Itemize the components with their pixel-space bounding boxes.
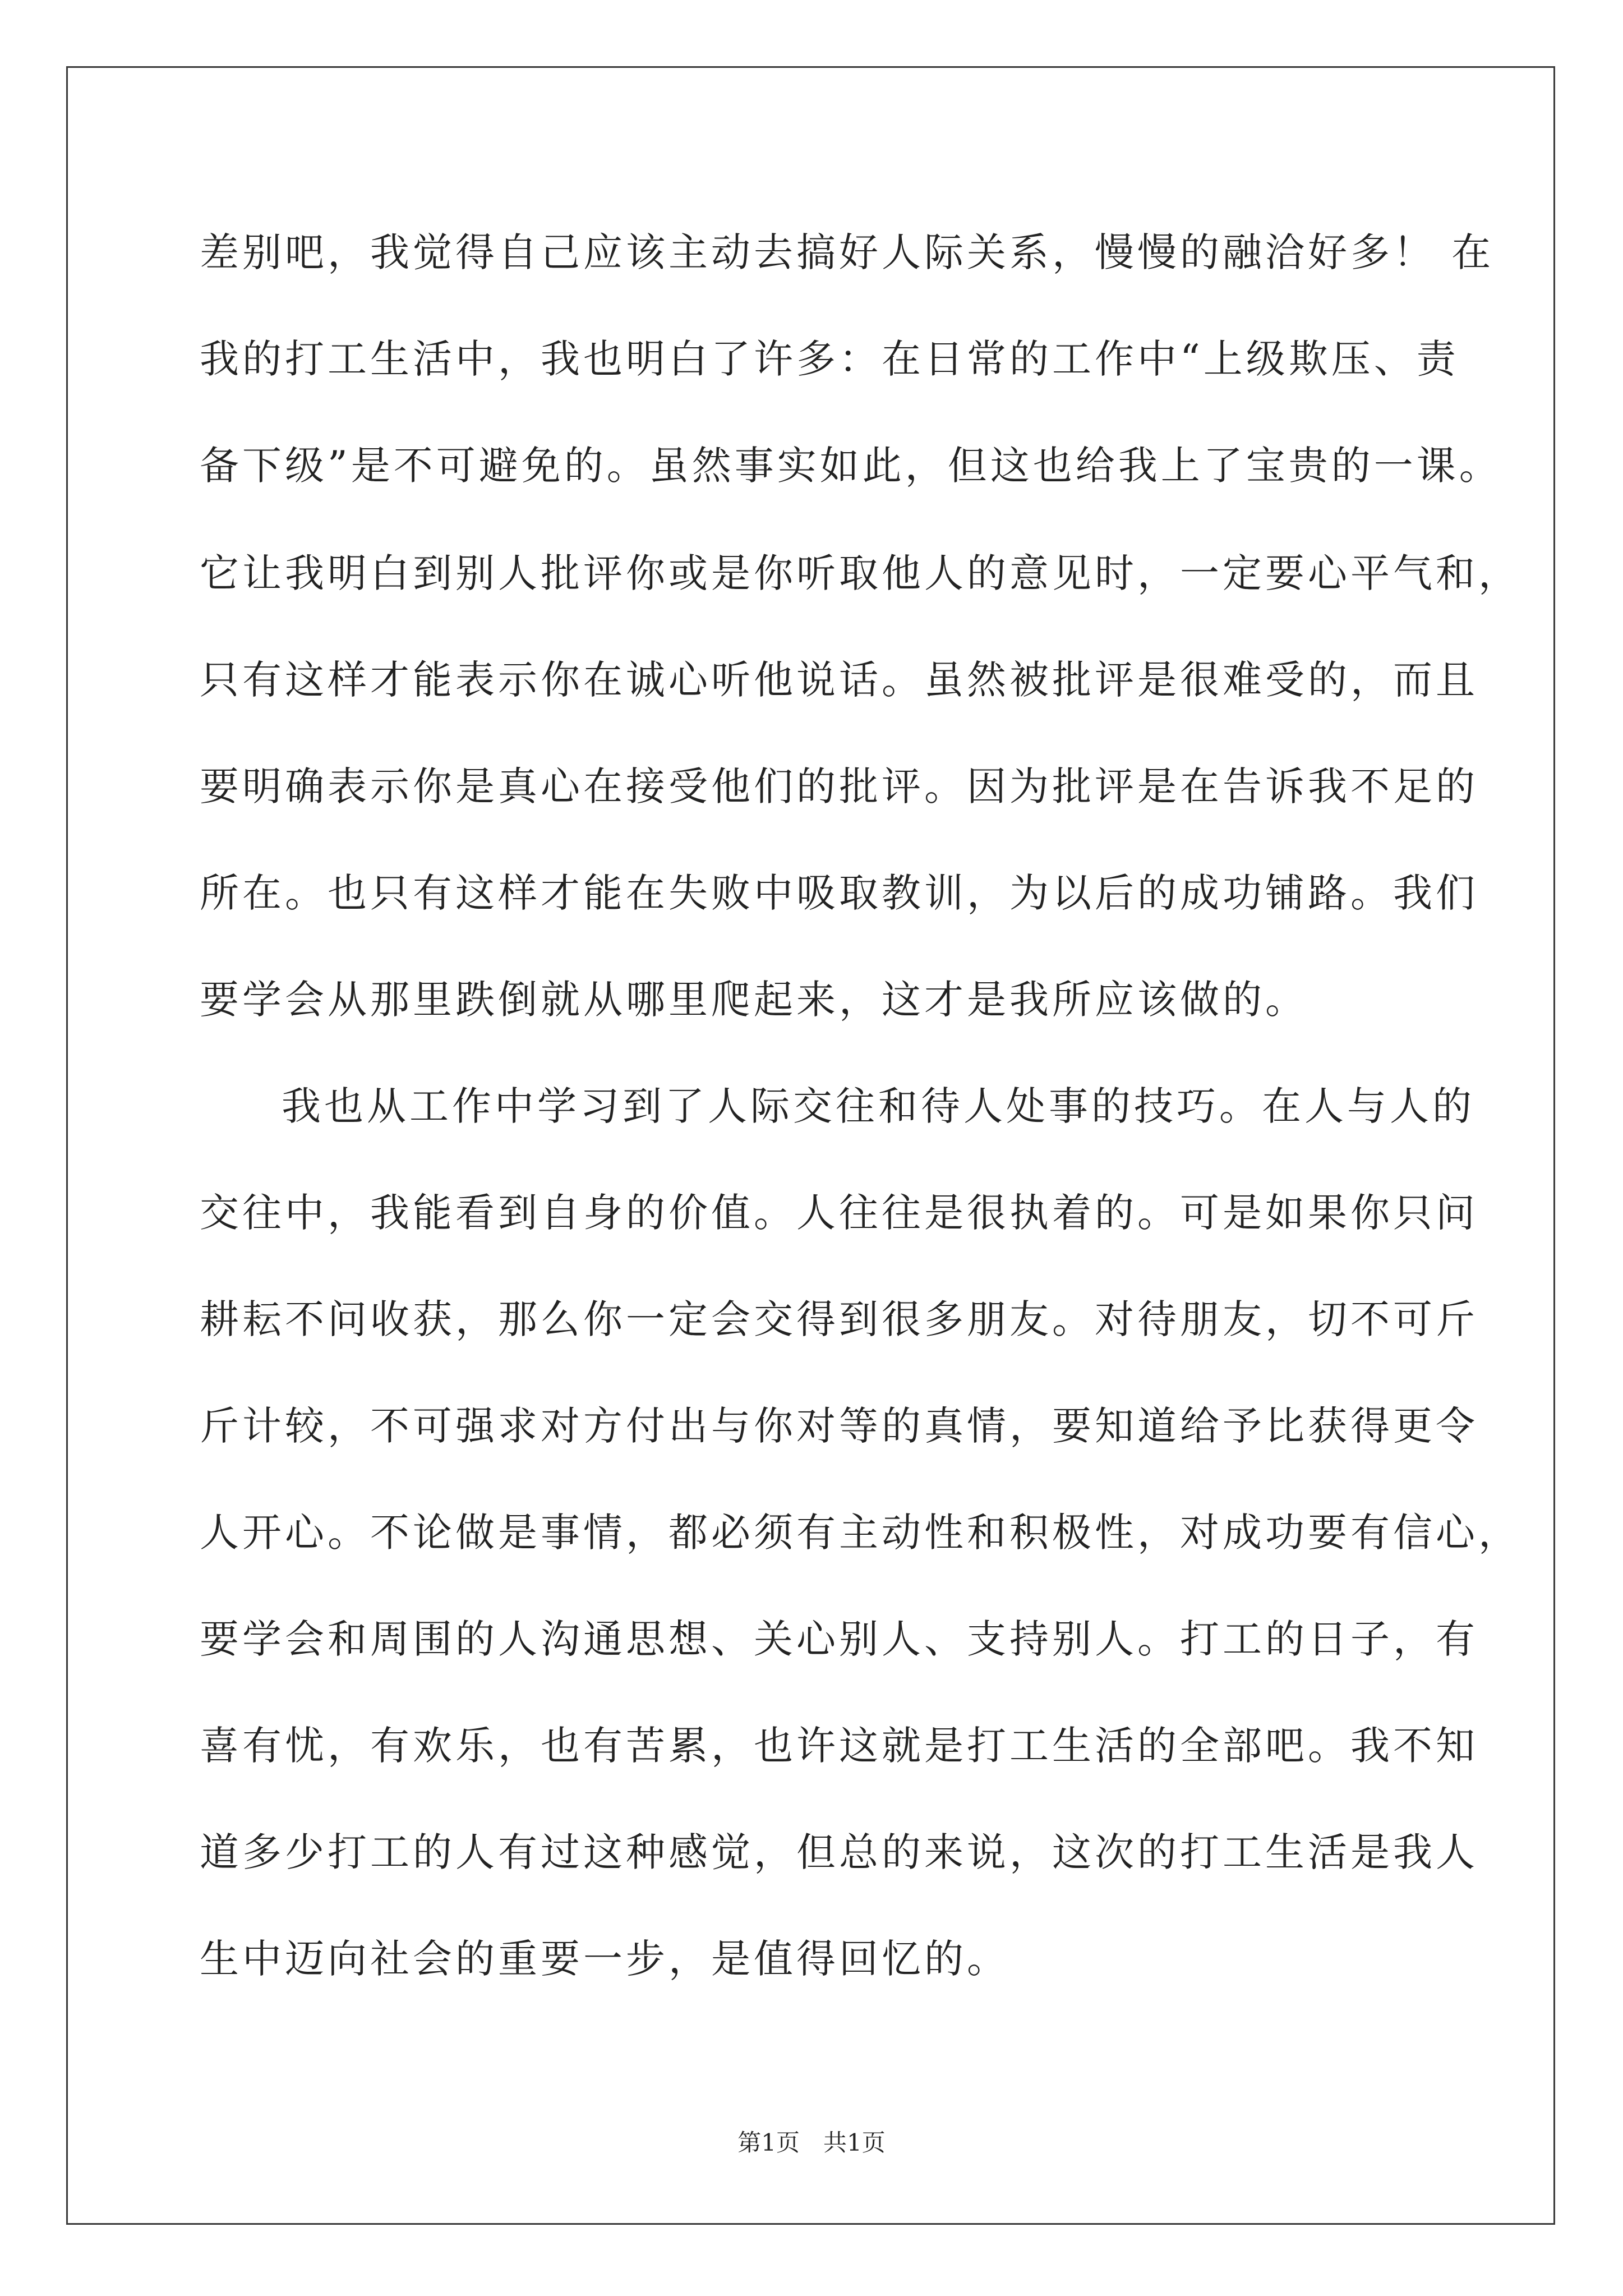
page-number-footer: 第1页 共1页 [737, 2129, 886, 2156]
text-line: 要学会从那里跌倒就从哪里爬起来，这才是我所应该做的。 [200, 977, 1308, 1023]
paragraph-first-line: 我也从工作中学习到了人际交往和待人处事的技巧。在人与人的 [282, 1083, 1475, 1129]
text-line: 所在。也只有这样才能在失败中吸取教训，为以后的成功铺路。我们 [200, 870, 1478, 916]
text-line: 备下级”是不可避免的。虽然事实如此，但这也给我上了宝贵的一课。 [200, 443, 1502, 489]
text-line: 道多少打工的人有过这种感觉，但总的来说，这次的打工生活是我人 [200, 1829, 1478, 1875]
text-line: 要明确表示你是真心在接受他们的批评。因为批评是在告诉我不足的 [200, 763, 1478, 809]
text-line: 要学会和周围的人沟通思想、关心别人、支持别人。打工的日子，有 [200, 1616, 1478, 1662]
text-line: 交往中，我能看到自身的价值。人往往是很执着的。可是如果你只问 [200, 1190, 1478, 1236]
text-line: 只有这样才能表示你在诚心听他说话。虽然被批评是很难受的，而且 [200, 657, 1478, 703]
text-line: 喜有忧，有欢乐，也有苦累，也许这就是打工生活的全部吧。我不知 [200, 1723, 1478, 1769]
text-line: 耕耘不问收获，那么你一定会交得到很多朋友。对待朋友，切不可斤 [200, 1296, 1478, 1342]
text-line: 生中迈向社会的重要一步，是值得回忆的。 [200, 1936, 1009, 1982]
text-line: 斤计较，不可强求对方付出与你对等的真情，要知道给予比获得更令 [200, 1403, 1478, 1449]
text-line: 人开心。不论做是事情，都必须有主动性和积极性，对成功要有信心， [200, 1510, 1521, 1556]
text-line: 它让我明白到别人批评你或是你听取他人的意见时，一定要心平气和， [200, 550, 1521, 596]
text-line: 差别吧，我觉得自己应该主动去搞好人际关系，慢慢的融洽好多！ 在 [200, 229, 1495, 275]
text-line: 我的打工生活中，我也明白了许多：在日常的工作中“上级欺压、责 [200, 336, 1459, 382]
